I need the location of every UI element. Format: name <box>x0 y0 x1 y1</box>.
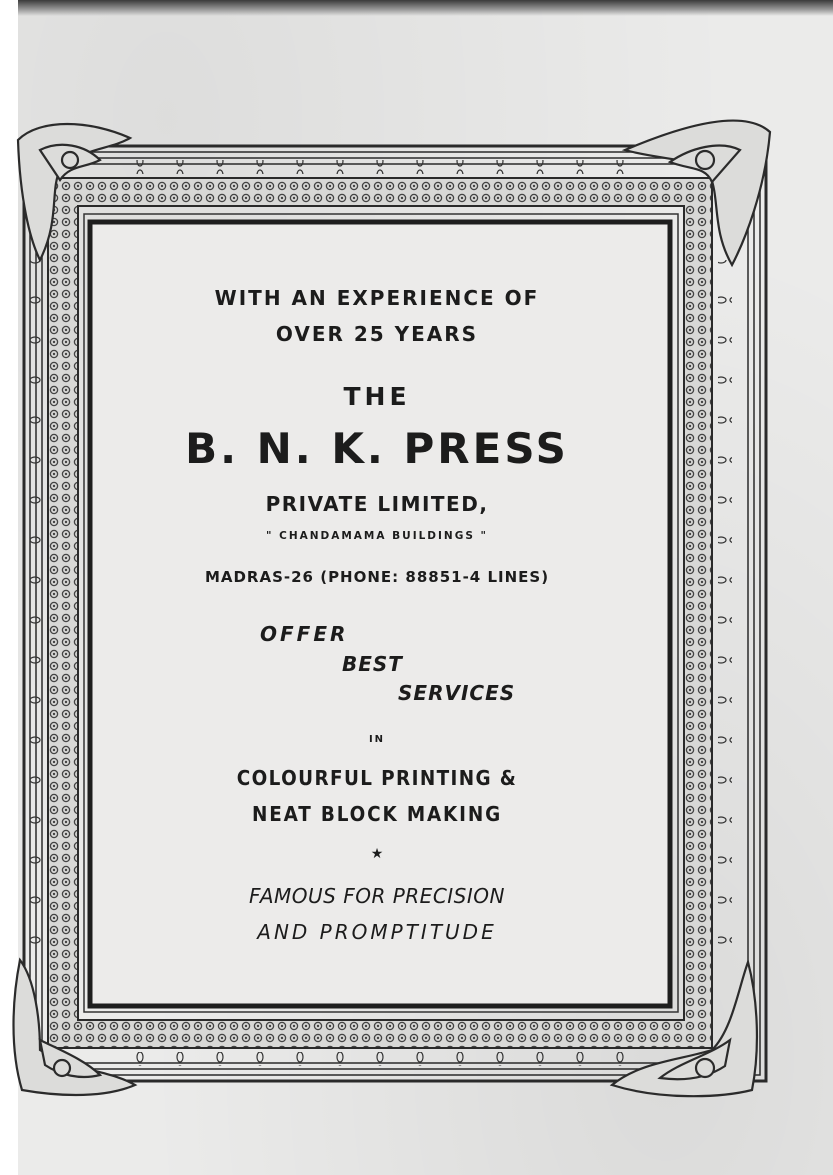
experience-line-2: OVER 25 YEARS <box>275 322 479 346</box>
block-making-line: NEAT BLOCK MAKING <box>251 802 503 826</box>
star-icon: ★ <box>370 846 384 862</box>
company-name: B. N. K. PRESS <box>185 424 569 473</box>
best-word: BEST <box>342 652 403 676</box>
printing-line: COLOURFUL PRINTING & <box>236 766 518 790</box>
in-word: IN <box>368 734 386 745</box>
the-label: THE <box>343 382 411 411</box>
famous-line: FAMOUS FOR PRECISION <box>249 884 505 908</box>
address-phone: MADRAS-26 (PHONE: 88851-4 LINES) <box>204 568 550 586</box>
building-name: " CHANDAMAMA BUILDINGS " <box>265 530 489 542</box>
advert-text-block <box>92 228 662 998</box>
company-type: PRIVATE LIMITED, <box>265 492 489 516</box>
services-word: SERVICES <box>398 681 516 705</box>
promptitude-line: AND PROMPTITUDE <box>257 920 497 944</box>
offer-word: OFFER <box>260 622 349 646</box>
experience-line-1: WITH AN EXPERIENCE OF <box>214 286 540 310</box>
